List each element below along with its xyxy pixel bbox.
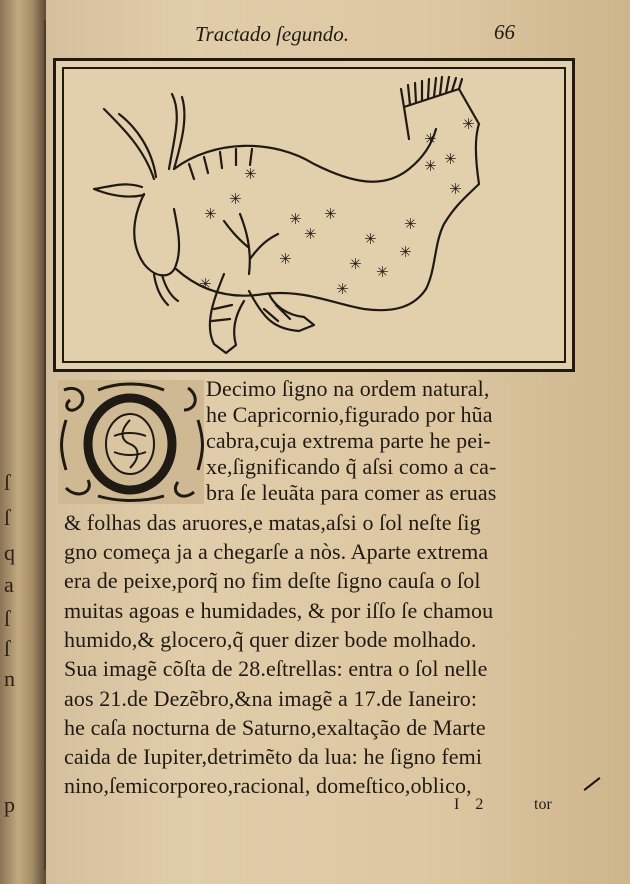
svg-text:✳: ✳	[376, 263, 389, 281]
previous-page-letter: p	[4, 792, 15, 817]
text-line: & folhas das aruores,e matas,aſsi o ſol neſte ſig	[64, 510, 481, 535]
svg-text:✳: ✳	[244, 165, 257, 183]
previous-page-letter: a	[4, 572, 14, 597]
svg-text:✳: ✳	[444, 150, 457, 168]
text-line: Sua imagẽ cõſta de 28.eſtrellas: entra o ſol nelle	[64, 656, 488, 681]
svg-text:✳: ✳	[204, 205, 217, 223]
text-line: aos 21.de Dezẽbro,&na imagẽ a 17.de Ianeiro:	[64, 686, 478, 711]
text-line: cabra,cuja extrema parte he pei-	[206, 428, 491, 453]
previous-page-letter: ſ	[4, 505, 11, 530]
text-line: era de peixe,porq̃ no fim deſte ſigno cauſa o ſol	[64, 568, 481, 593]
text-line: he caſa nocturna de Saturno,exaltação de Marte	[64, 715, 486, 740]
svg-text:✳: ✳	[399, 243, 412, 261]
previous-page-letter: ſ	[4, 470, 11, 495]
svg-text:✳: ✳	[304, 225, 317, 243]
svg-text:✳: ✳	[289, 210, 302, 228]
svg-text:✳: ✳	[229, 190, 242, 208]
page-number: 66	[494, 20, 515, 44]
page-header	[195, 22, 575, 48]
text-line: muitas agoas e humidades, & por iſſo ſe chamou	[64, 598, 494, 623]
svg-text:✳: ✳	[424, 157, 437, 175]
text-line: xe,ſignificando q̃ aſsi como a ca-	[206, 454, 497, 479]
text-line: gno começa ja a chegarſe a nòs. Aparte extrema	[64, 539, 489, 564]
ornamental-initial-o	[58, 380, 204, 504]
svg-text:✳: ✳	[404, 215, 417, 233]
svg-text:✳: ✳	[336, 280, 349, 298]
signature-mark: I 2	[454, 796, 490, 813]
svg-text:✳: ✳	[349, 255, 362, 273]
gutter-line	[44, 20, 46, 870]
svg-text:✳: ✳	[462, 115, 475, 133]
svg-text:✳: ✳	[279, 250, 292, 268]
text-line: he Capricornio,figurado por hũa	[206, 402, 493, 427]
catchword: tor	[534, 796, 552, 813]
text-line: bra ſe leuãta para comer as eruas	[206, 480, 497, 505]
capricorn-sea-goat-icon	[64, 69, 564, 361]
text-line: humido,& glocero,q̃ quer dizer bode molhado.	[64, 627, 477, 652]
svg-text:✳: ✳	[199, 275, 212, 293]
svg-text:✳: ✳	[449, 180, 462, 198]
capricorn-woodcut-illustration	[53, 58, 575, 372]
running-title: Tractado ſegundo.	[195, 22, 350, 46]
book-gutter	[0, 0, 46, 884]
text-line: Decimo ſigno na ordem natural,	[206, 376, 490, 401]
svg-text:✳: ✳	[364, 230, 377, 248]
previous-page-letter: q	[4, 540, 15, 565]
text-line: nino,ſemicorporeo,racional, domeſtico,oblico,	[64, 773, 472, 798]
previous-page-letter: ſ	[4, 636, 11, 661]
svg-text:✳: ✳	[324, 205, 337, 223]
previous-page-letter: n	[4, 666, 15, 691]
svg-text:✳: ✳	[424, 130, 437, 148]
previous-page-letter: ſ	[4, 606, 11, 631]
text-line: caida de Iupiter,detrimẽto da lua: he ſigno femi	[64, 744, 483, 769]
